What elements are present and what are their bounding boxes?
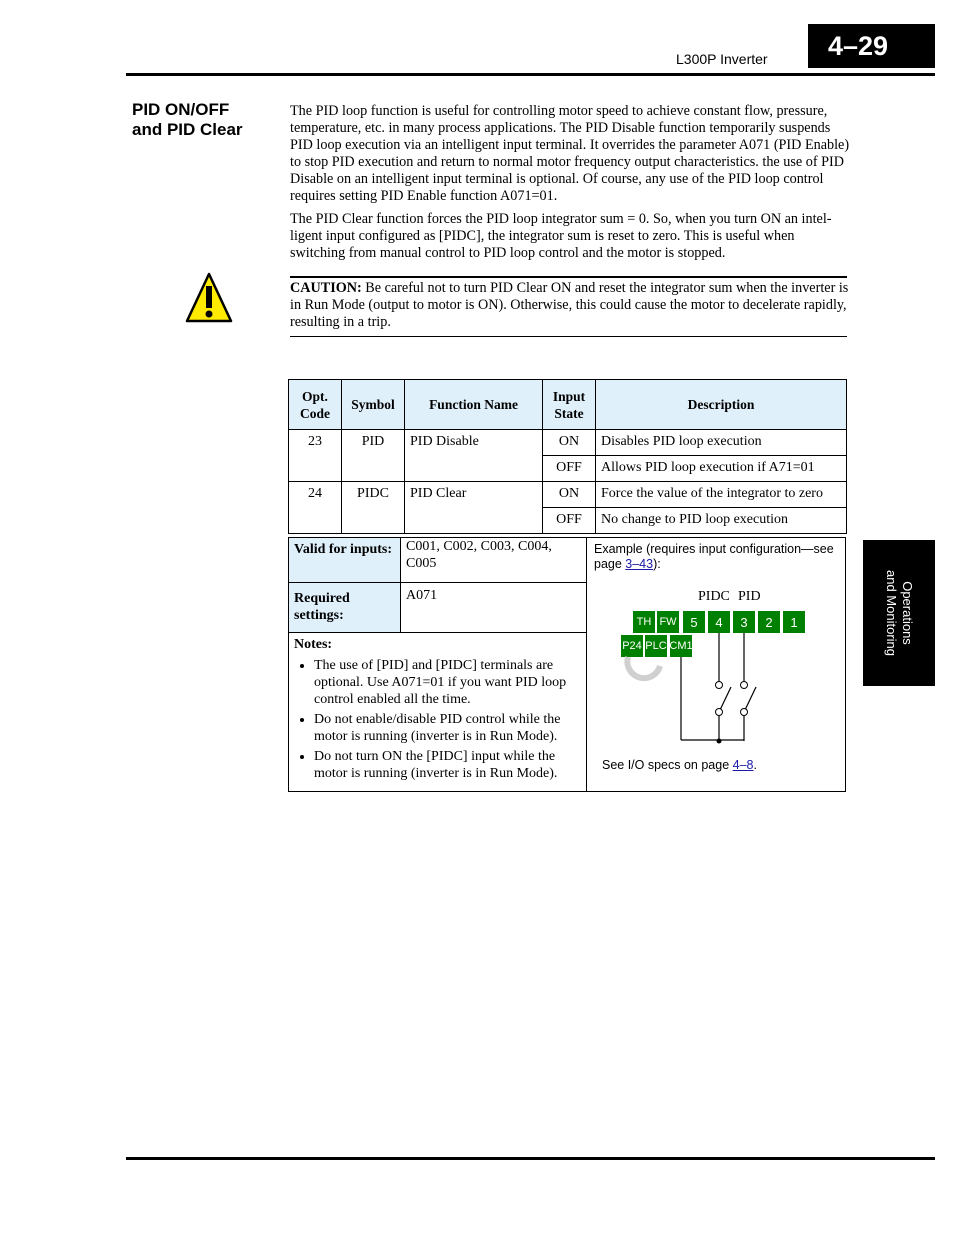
input-state-cell: ON <box>543 430 596 456</box>
caution-note <box>290 280 850 331</box>
chapter-tab[interactable] <box>863 540 935 686</box>
terminal-p24: P24 <box>620 635 643 657</box>
header-symbol: Symbol <box>342 380 405 430</box>
pidc-switch <box>720 687 731 710</box>
section-heading-line2: and PID Clear <box>132 120 243 139</box>
example-text-end: ): <box>653 557 661 571</box>
table-header-row <box>289 380 847 430</box>
function-table <box>288 379 847 534</box>
pidc-contact-bottom <box>716 709 723 716</box>
required-settings-label: Required settings: <box>294 591 350 623</box>
description-cell: Force the value of the integrator to zero <box>596 482 847 508</box>
pidc-label: PIDC <box>698 589 730 604</box>
notes-section <box>294 636 582 785</box>
function-name-cell: PID Disable <box>405 430 543 482</box>
caution-rule-top <box>290 276 847 278</box>
caution-text: Be careful not to turn PID Clear ON and reset the integrator sum when the inverter is in Run Mode (output to motor is ON). Otherwise, this could cause the motor to decelerate rapidly, resulting in a trip. <box>290 280 849 330</box>
io-specs-text: See I/O specs on page <box>602 758 733 772</box>
running-header: L300P Inverter <box>676 51 768 67</box>
header-function-name: Function Name <box>405 380 543 430</box>
paragraph-pid-clear: The PID Clear function forces the PID loop integrator sum = 0. So, when you turn ON an intel-ligent input configured as [PIDC], the integrator sum is reset to zero. This is useful when switching from manual control to PID loop control and the motor is stopped. <box>290 211 832 261</box>
valid-inputs-value: C001, C002, C003, C004, C005 <box>406 539 552 571</box>
warning-triangle-icon <box>185 272 233 329</box>
opt-code-cell: 23 <box>289 430 342 482</box>
terminal-1: 1 <box>782 611 805 633</box>
terminal-th: TH <box>632 611 655 633</box>
input-state-cell: OFF <box>543 508 596 534</box>
terminal-3: 3 <box>732 611 755 633</box>
notes-list <box>294 657 582 782</box>
pid-contact-bottom <box>741 709 748 716</box>
description-cell: No change to PID loop execution <box>596 508 847 534</box>
pid-label: PID <box>738 589 761 604</box>
description-cell: Disables PID loop execution <box>596 430 847 456</box>
example-page-link[interactable]: 3–43 <box>625 557 654 571</box>
required-settings-value: A071 <box>406 588 438 603</box>
valid-inputs-label: Valid for inputs: <box>294 542 393 557</box>
io-specs-link[interactable]: 4–8 <box>732 758 754 772</box>
wiring-diagram <box>600 600 840 760</box>
caution-label: CAUTION: <box>290 280 362 296</box>
input-state-cell: ON <box>543 482 596 508</box>
section-heading <box>132 100 282 140</box>
header-description: Description <box>596 380 847 430</box>
chapter-tab-label <box>883 570 915 656</box>
header-opt-code: Opt. Code <box>289 380 342 430</box>
details-divider <box>586 537 587 792</box>
table-row <box>289 430 847 456</box>
table-row <box>289 482 847 508</box>
terminal-2: 2 <box>757 611 780 633</box>
terminal-5: 5 <box>682 611 705 633</box>
list-item: • Do not turn ON the [PIDC] input while the motor is running (inverter is in Run Mode). <box>314 748 582 782</box>
list-item: • The use of [PID] and [PIDC] terminals are optional. Use A071=01 if you want PID loop control enabled all the time. <box>314 657 582 708</box>
description-cell: Allows PID loop execution if A71=01 <box>596 456 847 482</box>
chapter-tab-line1: Operations <box>900 581 915 645</box>
function-name-cell: PID Clear <box>405 482 543 534</box>
symbol-cell: PID <box>342 430 405 482</box>
pidc-contact-top <box>716 682 723 689</box>
io-specs-note <box>602 758 757 772</box>
terminal-4: 4 <box>707 611 730 633</box>
paragraph-pid-function: The PID loop function is useful for controlling motor speed to achieve constant flow, pressure, temperature, etc. in many process applications. The PID Disable function temporarily suspends PID loop execution via an intelligent input terminal. It overrides the parameter A071 (PID Enable) to stop PID execution and return to normal motor frequency output characteristics. the use of PID Disable on an intelligent input terminal is optional. Of course, any use of the PID loop control requires setting PID Enable function A071=01. <box>290 103 850 204</box>
list-item: • Do not enable/disable PID control while the motor is running (inverter is in Run Mode). <box>314 711 582 745</box>
terminal-fw: FW <box>656 611 679 633</box>
terminal-plc: PLC <box>644 635 667 657</box>
example-text: Example (requires input configuration—see page <box>594 542 834 571</box>
pid-switch <box>745 687 756 710</box>
row-divider <box>288 632 586 633</box>
faint-mark <box>627 657 660 678</box>
io-specs-end: . <box>753 758 757 772</box>
example-caption <box>594 542 842 572</box>
caution-rule-bottom <box>290 336 847 337</box>
notes-title: Notes: <box>294 637 333 652</box>
footer-rule <box>126 1157 935 1160</box>
header-input-state: Input State <box>543 380 596 430</box>
label-divider <box>400 537 401 633</box>
page-number: 4–29 <box>808 24 935 68</box>
symbol-cell: PIDC <box>342 482 405 534</box>
header-rule <box>126 73 935 76</box>
terminal-cm1: CM1 <box>669 635 692 657</box>
chapter-tab-line2: and Monitoring <box>884 570 899 656</box>
pid-contact-top <box>741 682 748 689</box>
input-state-cell: OFF <box>543 456 596 482</box>
opt-code-cell: 24 <box>289 482 342 534</box>
section-heading-line1: PID ON/OFF <box>132 100 230 119</box>
